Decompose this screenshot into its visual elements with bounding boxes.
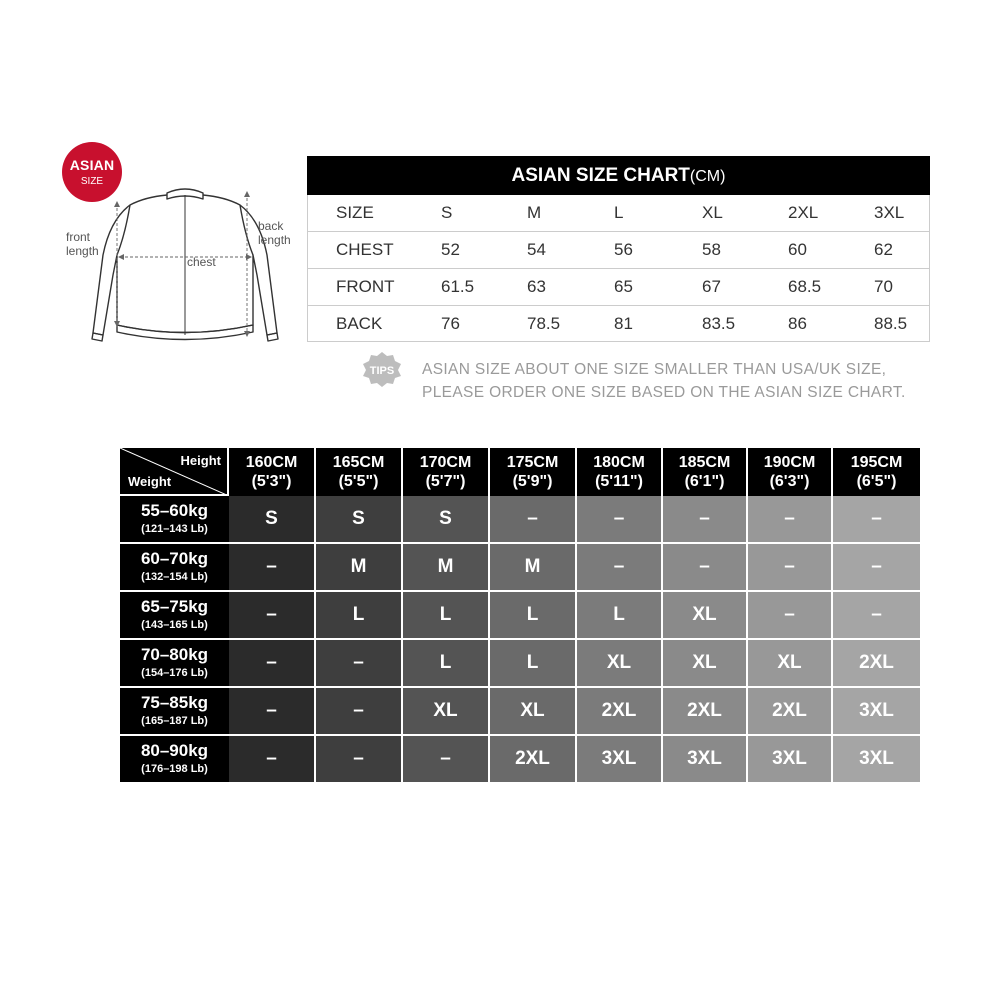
- size-cell: L: [490, 592, 577, 640]
- asian-table-row: [308, 232, 929, 269]
- weight-lb: (165–187 Lb): [141, 715, 208, 727]
- size-cell: S: [229, 496, 316, 544]
- height-cm: 190CM: [763, 454, 816, 471]
- asian-table-cell: 65: [614, 277, 633, 296]
- height-ft: (6'3"): [769, 473, 810, 490]
- asian-size-chart: [307, 156, 930, 342]
- height-cm: 165CM: [332, 454, 385, 471]
- weight-lb: (143–165 Lb): [141, 619, 208, 631]
- size-cell: L: [490, 640, 577, 688]
- size-cell: –: [229, 544, 316, 592]
- height-column-header: [316, 448, 403, 496]
- asian-table-cell: L: [614, 203, 624, 222]
- size-cell: 3XL: [748, 736, 833, 784]
- size-cell: –: [663, 496, 748, 544]
- size-cell: XL: [748, 640, 833, 688]
- size-cell: XL: [403, 688, 490, 736]
- height-column-header: [663, 448, 748, 496]
- chest-label: chest: [187, 255, 216, 269]
- size-cell: –: [229, 592, 316, 640]
- size-cell: –: [229, 688, 316, 736]
- corner-height-label: Height: [180, 453, 221, 468]
- size-cell: –: [663, 544, 748, 592]
- size-cell: –: [748, 592, 833, 640]
- height-ft: (5'3"): [251, 473, 292, 490]
- size-cell: XL: [663, 640, 748, 688]
- weight-kg: 70–80kg: [140, 645, 209, 664]
- corner-weight-label: Weight: [128, 474, 172, 489]
- size-cell: –: [833, 544, 920, 592]
- asian-table-cell: 81: [614, 314, 633, 333]
- size-cell: XL: [490, 688, 577, 736]
- size-cell: 3XL: [663, 736, 748, 784]
- weight-lb: (176–198 Lb): [141, 763, 208, 775]
- badge-line1: ASIAN: [69, 157, 115, 173]
- weight-row-header: [120, 640, 229, 688]
- height-ft: (6'5"): [856, 473, 897, 490]
- weight-row-header: [120, 688, 229, 736]
- size-cell: L: [577, 592, 663, 640]
- weight-row-header: [120, 592, 229, 640]
- weight-lb: (121–143 Lb): [141, 523, 208, 535]
- asian-table-cell: XL: [702, 203, 723, 222]
- height-cm: 180CM: [593, 454, 645, 471]
- weight-row-header: [120, 544, 229, 592]
- size-cell: XL: [663, 592, 748, 640]
- height-weight-size-table: [120, 448, 920, 784]
- asian-table-cell: 61.5: [441, 277, 475, 296]
- asian-table-row-label: CHEST: [336, 240, 394, 259]
- tips-line-1: ASIAN SIZE ABOUT ONE SIZE SMALLER THAN USA/UK SIZE,: [422, 361, 887, 378]
- size-cell: S: [403, 496, 490, 544]
- jacket-measurement-diagram: [55, 175, 315, 350]
- size-cell: L: [403, 640, 490, 688]
- height-column-header: [748, 448, 833, 496]
- size-cell: L: [403, 592, 490, 640]
- weight-lb: (132–154 Lb): [141, 571, 208, 583]
- size-cell: –: [229, 640, 316, 688]
- size-cell: 3XL: [833, 736, 920, 784]
- front-length-label: front length: [66, 230, 99, 258]
- back-length-label: back length: [258, 219, 291, 247]
- size-cell: –: [748, 544, 833, 592]
- table-corner-header: [120, 448, 229, 496]
- asian-table-cell: 88.5: [874, 314, 908, 333]
- asian-table-cell: 60: [788, 240, 807, 259]
- size-cell: 3XL: [833, 688, 920, 736]
- tips-text: [422, 358, 906, 404]
- asian-table-row: [308, 269, 929, 306]
- height-ft: (6'1"): [684, 473, 725, 490]
- height-cm: 185CM: [678, 454, 731, 471]
- size-cell: –: [748, 496, 833, 544]
- asian-table-cell: 63: [527, 277, 546, 296]
- size-cell: L: [316, 592, 403, 640]
- asian-table-cell: 78.5: [527, 314, 561, 333]
- asian-table-row: [308, 306, 929, 343]
- size-cell: –: [833, 496, 920, 544]
- asian-table-row-label: FRONT: [336, 277, 395, 296]
- asian-table-cell: 86: [788, 314, 807, 333]
- size-cell: –: [229, 736, 316, 784]
- size-cell: 2XL: [490, 736, 577, 784]
- size-cell: M: [403, 544, 490, 592]
- size-cell: –: [403, 736, 490, 784]
- weight-kg: 65–75kg: [140, 597, 209, 616]
- asian-table-row-label: BACK: [336, 314, 383, 333]
- weight-kg: 60–70kg: [140, 549, 209, 568]
- size-cell: S: [316, 496, 403, 544]
- height-ft: (5'9"): [512, 473, 553, 490]
- size-cell: –: [577, 496, 663, 544]
- asian-table-cell: S: [441, 203, 453, 222]
- height-column-header: [229, 448, 316, 496]
- weight-row-header: [120, 736, 229, 784]
- badge-line2: SIZE: [80, 176, 104, 187]
- size-cell: XL: [577, 640, 663, 688]
- weight-lb: (154–176 Lb): [141, 667, 208, 679]
- asian-table-cell: 54: [527, 240, 546, 259]
- size-cell: –: [490, 496, 577, 544]
- size-cell: M: [490, 544, 577, 592]
- asian-table-cell: 70: [874, 277, 893, 296]
- asian-table-cell: 52: [441, 240, 460, 259]
- weight-kg: 55–60kg: [140, 501, 209, 520]
- asian-table-cell: 62: [874, 240, 893, 259]
- weight-kg: 80–90kg: [140, 741, 209, 760]
- height-column-header: [490, 448, 577, 496]
- asian-table-cell: 56: [614, 240, 633, 259]
- asian-table-header-row: [308, 195, 929, 232]
- size-cell: 2XL: [748, 688, 833, 736]
- size-cell: 3XL: [577, 736, 663, 784]
- asian-table-cell: 2XL: [788, 203, 819, 222]
- size-cell: 2XL: [833, 640, 920, 688]
- tips-badge: [361, 350, 403, 388]
- height-ft: (5'7"): [425, 473, 466, 490]
- asian-table-cell: M: [527, 203, 542, 222]
- size-cell: –: [577, 544, 663, 592]
- size-cell: M: [316, 544, 403, 592]
- asian-table-cell: 3XL: [874, 203, 905, 222]
- asian-size-table: [307, 195, 930, 342]
- size-cell: 2XL: [663, 688, 748, 736]
- size-cell: –: [316, 736, 403, 784]
- asian-table-cell: 83.5: [702, 314, 736, 333]
- asian-table-cell: 68.5: [788, 277, 822, 296]
- size-cell: –: [316, 640, 403, 688]
- height-cm: 160CM: [245, 454, 298, 471]
- height-column-header: [577, 448, 663, 496]
- height-ft: (5'11"): [595, 473, 643, 490]
- size-cell: –: [833, 592, 920, 640]
- height-cm: 170CM: [419, 454, 472, 471]
- asian-size-chart-title: ASIAN SIZE CHART(CM): [307, 156, 930, 195]
- size-cell: 2XL: [577, 688, 663, 736]
- weight-kg: 75–85kg: [140, 693, 209, 712]
- asian-table-cell: 67: [702, 277, 721, 296]
- weight-row-header: [120, 496, 229, 544]
- height-cm: 175CM: [506, 454, 559, 471]
- height-column-header: [403, 448, 490, 496]
- size-cell: –: [316, 688, 403, 736]
- height-column-header: [833, 448, 920, 496]
- tips-line-2: PLEASE ORDER ONE SIZE BASED ON THE ASIAN SIZE CHART.: [422, 384, 906, 401]
- svg-text:TIPS: TIPS: [369, 365, 395, 377]
- asian-table-cell: 58: [702, 240, 721, 259]
- asian-table-row-label: SIZE: [336, 203, 374, 222]
- height-ft: (5'5"): [338, 473, 379, 490]
- asian-table-cell: 76: [441, 314, 460, 333]
- height-cm: 195CM: [850, 454, 903, 471]
